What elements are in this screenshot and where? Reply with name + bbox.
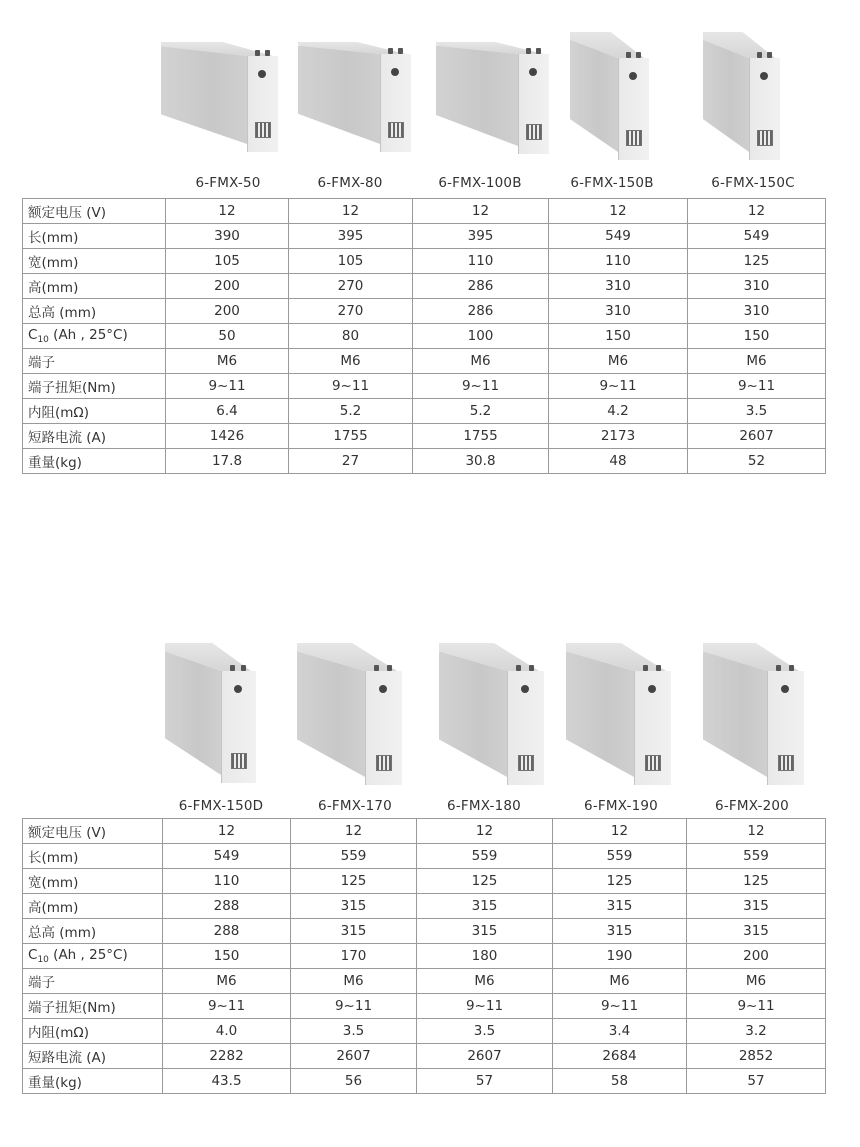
cell-length: 559 bbox=[687, 844, 826, 869]
battery-image bbox=[703, 643, 803, 785]
cell-width: 105 bbox=[166, 249, 289, 274]
cell-height: 315 bbox=[417, 894, 553, 919]
cell-voltage: 12 bbox=[413, 199, 549, 224]
cell-length: 390 bbox=[166, 224, 289, 249]
cell-width: 110 bbox=[163, 869, 291, 894]
table-row-terminal bbox=[23, 969, 826, 994]
cell-torque: 9~11 bbox=[163, 994, 291, 1019]
brand-logo-icon bbox=[781, 685, 789, 693]
cell-voltage: 12 bbox=[688, 199, 826, 224]
row-label: 总高 (mm) bbox=[23, 299, 166, 324]
cell-weight: 30.8 bbox=[413, 449, 549, 474]
row-label: 端子 bbox=[23, 349, 166, 374]
cell-resistance: 3.5 bbox=[291, 1019, 417, 1044]
cell-short-circuit: 2607 bbox=[688, 424, 826, 449]
table-row-torque bbox=[23, 994, 826, 1019]
cell-torque: 9~11 bbox=[687, 994, 826, 1019]
cell-terminal: M6 bbox=[553, 969, 687, 994]
table-row-voltage bbox=[23, 819, 826, 844]
cell-weight: 52 bbox=[688, 449, 826, 474]
battery-image bbox=[566, 643, 670, 785]
cell-total-height: 286 bbox=[413, 299, 549, 324]
model-name-label: 6-FMX-80 bbox=[317, 175, 383, 191]
row-label: 总高 (mm) bbox=[23, 919, 163, 944]
row-label: 长(mm) bbox=[23, 844, 163, 869]
row-label: 端子 bbox=[23, 969, 163, 994]
cell-height: 310 bbox=[688, 274, 826, 299]
cell-total-height: 315 bbox=[553, 919, 687, 944]
terminal-icon bbox=[529, 665, 534, 671]
model-name-label: 6-FMX-200 bbox=[715, 798, 789, 814]
model-name-label: 6-FMX-150D bbox=[178, 798, 264, 814]
model-name-label: 6-FMX-150C bbox=[711, 175, 795, 191]
brand-logo-icon bbox=[234, 685, 242, 693]
cell-weight: 57 bbox=[417, 1069, 553, 1094]
cell-width: 105 bbox=[289, 249, 413, 274]
cell-width: 125 bbox=[291, 869, 417, 894]
cell-total-height: 270 bbox=[289, 299, 413, 324]
battery-image bbox=[297, 643, 401, 785]
cell-terminal: M6 bbox=[166, 349, 289, 374]
cell-torque: 9~11 bbox=[413, 374, 549, 399]
capacity-subscript: 10 bbox=[37, 335, 49, 345]
table-row-short-circuit bbox=[23, 1044, 826, 1069]
cell-short-circuit: 2607 bbox=[291, 1044, 417, 1069]
recycling-symbol-icon bbox=[231, 753, 247, 769]
cell-capacity: 190 bbox=[553, 944, 687, 969]
cell-total-height: 288 bbox=[163, 919, 291, 944]
cell-short-circuit: 2173 bbox=[549, 424, 688, 449]
cell-capacity: 150 bbox=[163, 944, 291, 969]
cell-resistance: 3.4 bbox=[553, 1019, 687, 1044]
cell-resistance: 4.0 bbox=[163, 1019, 291, 1044]
model-name-label: 6-FMX-100B bbox=[438, 175, 522, 191]
cell-height: 200 bbox=[166, 274, 289, 299]
cell-voltage: 12 bbox=[417, 819, 553, 844]
cell-length: 549 bbox=[688, 224, 826, 249]
cell-weight: 48 bbox=[549, 449, 688, 474]
cell-resistance: 6.4 bbox=[166, 399, 289, 424]
cell-short-circuit: 1755 bbox=[289, 424, 413, 449]
cell-torque: 9~11 bbox=[289, 374, 413, 399]
battery-image bbox=[165, 643, 255, 783]
cell-weight: 17.8 bbox=[166, 449, 289, 474]
recycling-symbol-icon bbox=[645, 755, 661, 771]
cell-height: 270 bbox=[289, 274, 413, 299]
cell-voltage: 12 bbox=[289, 199, 413, 224]
cell-weight: 43.5 bbox=[163, 1069, 291, 1094]
row-label: 高(mm) bbox=[23, 274, 166, 299]
cell-length: 559 bbox=[291, 844, 417, 869]
cell-short-circuit: 2684 bbox=[553, 1044, 687, 1069]
table-row-height bbox=[23, 894, 826, 919]
row-label: 端子扭矩(Nm) bbox=[23, 994, 163, 1019]
row-label: 端子扭矩(Nm) bbox=[23, 374, 166, 399]
model-name-label: 6-FMX-150B bbox=[570, 175, 654, 191]
terminal-icon bbox=[789, 665, 794, 671]
cell-torque: 9~11 bbox=[553, 994, 687, 1019]
cell-terminal: M6 bbox=[289, 349, 413, 374]
model-name-label: 6-FMX-180 bbox=[447, 798, 521, 814]
cell-terminal: M6 bbox=[291, 969, 417, 994]
cell-height: 310 bbox=[549, 274, 688, 299]
cell-resistance: 3.5 bbox=[417, 1019, 553, 1044]
cell-height: 286 bbox=[413, 274, 549, 299]
spec-table-2 bbox=[22, 818, 826, 1094]
row-label: 额定电压 (V) bbox=[23, 199, 166, 224]
cell-torque: 9~11 bbox=[688, 374, 826, 399]
cell-total-height: 310 bbox=[688, 299, 826, 324]
cell-voltage: 12 bbox=[687, 819, 826, 844]
recycling-symbol-icon bbox=[778, 755, 794, 771]
cell-length: 549 bbox=[549, 224, 688, 249]
cell-capacity: 80 bbox=[289, 324, 413, 349]
row-label: 额定电压 (V) bbox=[23, 819, 163, 844]
cell-height: 315 bbox=[291, 894, 417, 919]
row-label: 长(mm) bbox=[23, 224, 166, 249]
cell-width: 125 bbox=[687, 869, 826, 894]
cell-capacity: 50 bbox=[166, 324, 289, 349]
capacity-symbol: C bbox=[28, 327, 38, 343]
cell-weight: 56 bbox=[291, 1069, 417, 1094]
cell-length: 559 bbox=[553, 844, 687, 869]
cell-resistance: 4.2 bbox=[549, 399, 688, 424]
row-label: 宽(mm) bbox=[23, 869, 163, 894]
cell-torque: 9~11 bbox=[417, 994, 553, 1019]
brand-logo-icon bbox=[521, 685, 529, 693]
cell-short-circuit: 1426 bbox=[166, 424, 289, 449]
capacity-symbol: C bbox=[28, 947, 38, 963]
cell-weight: 57 bbox=[687, 1069, 826, 1094]
table-row-weight bbox=[23, 1069, 826, 1094]
terminal-icon bbox=[643, 665, 648, 671]
cell-voltage: 12 bbox=[166, 199, 289, 224]
cell-length: 395 bbox=[413, 224, 549, 249]
terminal-icon bbox=[241, 665, 246, 671]
row-label: 重量(kg) bbox=[23, 449, 166, 474]
cell-terminal: M6 bbox=[413, 349, 549, 374]
cell-width: 110 bbox=[549, 249, 688, 274]
cell-height: 315 bbox=[687, 894, 826, 919]
cell-voltage: 12 bbox=[163, 819, 291, 844]
cell-short-circuit: 2852 bbox=[687, 1044, 826, 1069]
cell-terminal: M6 bbox=[417, 969, 553, 994]
cell-capacity: 150 bbox=[688, 324, 826, 349]
row-label: 内阻(mΩ) bbox=[23, 1019, 163, 1044]
terminal-icon bbox=[230, 665, 235, 671]
row-label: 高(mm) bbox=[23, 894, 163, 919]
row-label: 短路电流 (A) bbox=[23, 424, 166, 449]
battery-image bbox=[439, 643, 543, 785]
row-label: 宽(mm) bbox=[23, 249, 166, 274]
cell-torque: 9~11 bbox=[291, 994, 417, 1019]
cell-total-height: 315 bbox=[291, 919, 417, 944]
cell-length: 395 bbox=[289, 224, 413, 249]
cell-weight: 27 bbox=[289, 449, 413, 474]
cell-voltage: 12 bbox=[549, 199, 688, 224]
brand-logo-icon bbox=[648, 685, 656, 693]
row-label: 内阻(mΩ) bbox=[23, 399, 166, 424]
cell-terminal: M6 bbox=[687, 969, 826, 994]
cell-short-circuit: 2282 bbox=[163, 1044, 291, 1069]
cell-resistance: 5.2 bbox=[289, 399, 413, 424]
terminal-icon bbox=[387, 665, 392, 671]
cell-weight: 58 bbox=[553, 1069, 687, 1094]
model-name-label: 6-FMX-170 bbox=[318, 798, 392, 814]
cell-width: 125 bbox=[553, 869, 687, 894]
cell-torque: 9~11 bbox=[549, 374, 688, 399]
terminal-icon bbox=[776, 665, 781, 671]
cell-voltage: 12 bbox=[553, 819, 687, 844]
cell-resistance: 5.2 bbox=[413, 399, 549, 424]
model-name-label: 6-FMX-190 bbox=[584, 798, 658, 814]
cell-total-height: 200 bbox=[166, 299, 289, 324]
cell-voltage: 12 bbox=[291, 819, 417, 844]
cell-short-circuit: 1755 bbox=[413, 424, 549, 449]
capacity-unit: (Ah , 25°C) bbox=[48, 947, 128, 963]
cell-capacity: 200 bbox=[687, 944, 826, 969]
table-row-length bbox=[23, 844, 826, 869]
terminal-icon bbox=[516, 665, 521, 671]
cell-width: 110 bbox=[413, 249, 549, 274]
table-row-resistance bbox=[23, 1019, 826, 1044]
cell-capacity: 150 bbox=[549, 324, 688, 349]
cell-width: 125 bbox=[688, 249, 826, 274]
cell-torque: 9~11 bbox=[166, 374, 289, 399]
cell-height: 288 bbox=[163, 894, 291, 919]
recycling-symbol-icon bbox=[518, 755, 534, 771]
row-label: 重量(kg) bbox=[23, 1069, 163, 1094]
cell-width: 125 bbox=[417, 869, 553, 894]
table-row-capacity bbox=[23, 944, 826, 969]
row-label bbox=[23, 944, 163, 969]
cell-total-height: 310 bbox=[549, 299, 688, 324]
table-row-width bbox=[23, 869, 826, 894]
cell-total-height: 315 bbox=[417, 919, 553, 944]
recycling-symbol-icon bbox=[376, 755, 392, 771]
cell-terminal: M6 bbox=[688, 349, 826, 374]
row-label: 短路电流 (A) bbox=[23, 1044, 163, 1069]
brand-logo-icon bbox=[379, 685, 387, 693]
cell-resistance: 3.2 bbox=[687, 1019, 826, 1044]
cell-terminal: M6 bbox=[163, 969, 291, 994]
model-name-label: 6-FMX-50 bbox=[195, 175, 261, 191]
cell-resistance: 3.5 bbox=[688, 399, 826, 424]
table-row-total-height bbox=[23, 919, 826, 944]
capacity-unit: (Ah , 25°C) bbox=[48, 327, 128, 343]
cell-terminal: M6 bbox=[549, 349, 688, 374]
terminal-icon bbox=[374, 665, 379, 671]
cell-length: 549 bbox=[163, 844, 291, 869]
terminal-icon bbox=[656, 665, 661, 671]
cell-short-circuit: 2607 bbox=[417, 1044, 553, 1069]
capacity-subscript: 10 bbox=[37, 955, 49, 965]
cell-capacity: 170 bbox=[291, 944, 417, 969]
cell-total-height: 315 bbox=[687, 919, 826, 944]
cell-capacity: 100 bbox=[413, 324, 549, 349]
cell-height: 315 bbox=[553, 894, 687, 919]
cell-capacity: 180 bbox=[417, 944, 553, 969]
cell-length: 559 bbox=[417, 844, 553, 869]
